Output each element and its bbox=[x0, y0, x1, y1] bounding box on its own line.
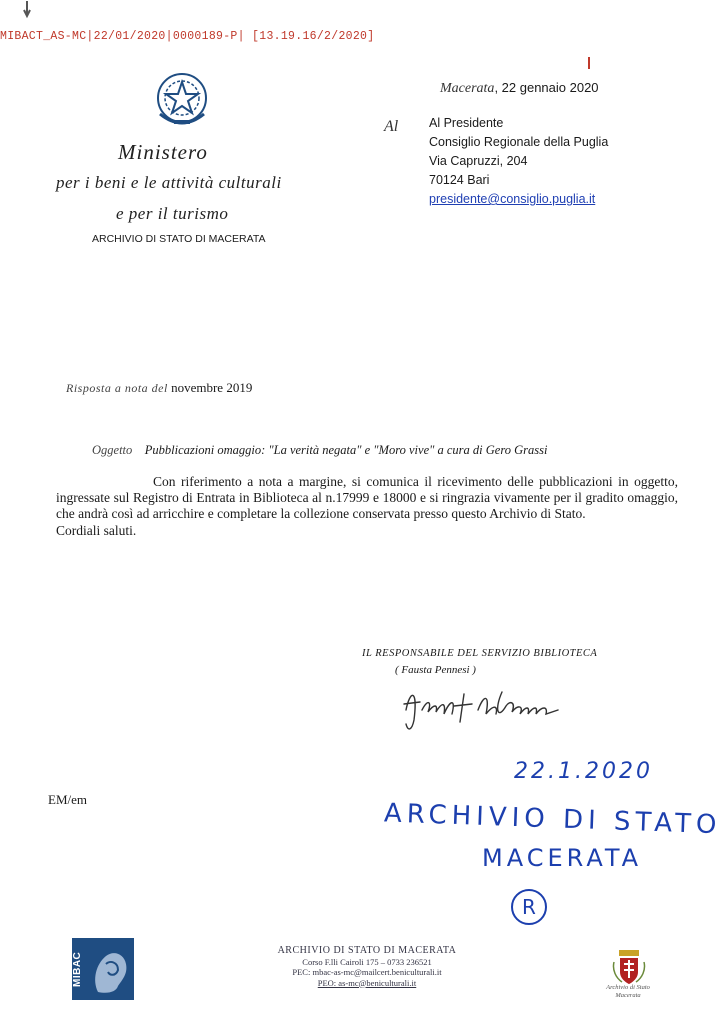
footer-address bbox=[255, 946, 479, 988]
republic-emblem-icon bbox=[152, 70, 212, 130]
recipient-line4: 70124 Bari bbox=[429, 173, 490, 187]
ministry-name-line2: per i beni e le attività culturali bbox=[56, 173, 282, 192]
handwritten-city-text: MACERATA bbox=[482, 844, 643, 872]
crest-caption: Archivio di Stato Macerata bbox=[606, 984, 650, 999]
handwritten-date-text: 22.1.2020 bbox=[514, 759, 653, 784]
mibac-logo bbox=[72, 938, 134, 1000]
subject-label: Oggetto bbox=[92, 443, 133, 457]
archive-crest-icon bbox=[610, 948, 648, 986]
footer-title: ARCHIVIO DI STATO DI MACERATA bbox=[277, 945, 457, 956]
ministry-name-line3: e per il turismo bbox=[116, 204, 229, 223]
subject-line bbox=[92, 443, 547, 458]
handwritten-city bbox=[478, 836, 643, 876]
handwritten-receipt-date bbox=[510, 752, 653, 786]
recipient-prefix: Al bbox=[384, 118, 399, 135]
footer-pec: PEC: mbac-as-mc@mailcert.beniculturali.it bbox=[292, 967, 442, 977]
reply-reference bbox=[66, 380, 252, 396]
recipient-email-link[interactable]: presidente@consiglio.puglia.it bbox=[429, 192, 596, 206]
sculpture-icon bbox=[88, 946, 132, 996]
footer-address-line: Corso F.lli Cairoli 175 – 0733 236521 bbox=[302, 956, 432, 967]
registered-circle-mark bbox=[509, 887, 549, 927]
circle-mark-letter: R bbox=[522, 895, 536, 919]
archive-name: ARCHIVIO DI STATO DI MACERATA bbox=[92, 233, 266, 245]
place-date bbox=[440, 80, 599, 97]
reply-reference-value: novembre 2019 bbox=[171, 380, 253, 395]
closing-salutation: Cordiali saluti. bbox=[56, 522, 137, 538]
protocol-stamp: MIBACT_AS-MC|22/01/2020|0000189-P| [13.19.16/2/2020] bbox=[0, 30, 375, 43]
ministry-name-line1: Ministero bbox=[118, 140, 208, 164]
handwritten-archive-text: ARCHIVIO DI STATO bbox=[383, 798, 722, 841]
letter-body bbox=[56, 474, 678, 539]
reply-reference-label: Risposta a nota del bbox=[66, 381, 168, 395]
letter-date: , 22 gennaio 2020 bbox=[494, 80, 599, 95]
place: Macerata bbox=[440, 81, 495, 96]
body-paragraph: Con riferimento a nota a margine, si comunica il ricevimento delle pubblicazioni in oggetto, ingressate sul Registro di Entrata in Biblioteca al n.17999 e 18000 e si ringrazia vivamente per il gradito omaggio, che andrà così ad arricchire e completare la collezione conservata presso questo Archivio di Stato. bbox=[56, 474, 678, 522]
red-tick-mark bbox=[587, 56, 591, 70]
handwritten-signature bbox=[398, 680, 578, 736]
signatory-title: IL RESPONSABILE DEL SERVIZIO BIBLIOTECA bbox=[362, 648, 598, 659]
recipient-line2: Consiglio Regionale della Puglia bbox=[429, 135, 609, 149]
typist-initials: EM/em bbox=[48, 792, 87, 807]
recipient-line1: Al Presidente bbox=[429, 116, 504, 130]
footer-peo-link[interactable]: PEO: as-mc@beniculturali.it bbox=[317, 977, 417, 988]
recipient-line3: Via Capruzzi, 204 bbox=[429, 154, 528, 168]
handwritten-archive-name bbox=[380, 790, 722, 841]
subject-text: Pubblicazioni omaggio: "La verità negata" e "Moro vive" a cura di Gero Grassi bbox=[144, 443, 548, 457]
scan-mark-icon bbox=[22, 0, 32, 18]
recipient-address bbox=[429, 114, 608, 209]
signatory-name: ( Fausta Pennesi ) bbox=[395, 664, 476, 676]
mibac-logo-text: MIBAC bbox=[72, 951, 83, 987]
